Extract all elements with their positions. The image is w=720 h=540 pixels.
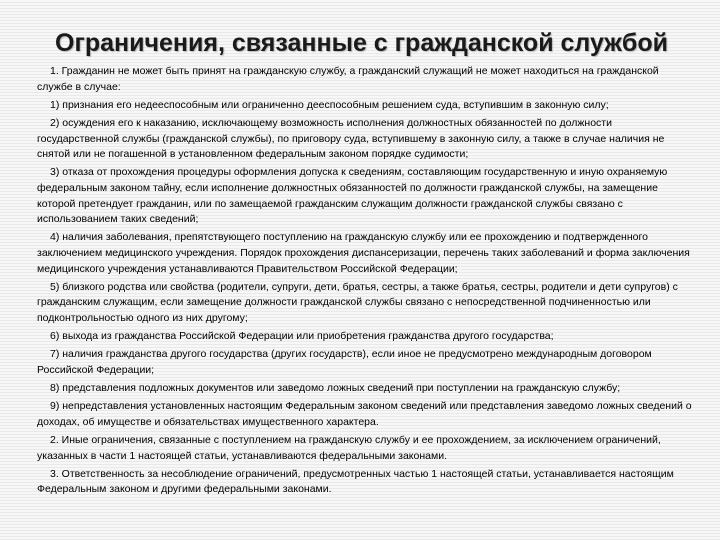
paragraph-item-5: 5) близкого родства или свойства (родители, супруги, дети, братья, сестры, а также братья, сестры, родители и дети супругов) с гражданским служащим, если замещение должности гражданской службы связано с непосредственной подчиненностью или подконтрольностью одного из них другому; [37, 280, 678, 324]
paragraph-part2: 2. Иные ограничения, связанные с поступлением на гражданскую службу и ее прохождением, за исключением ограничений, указанных в части 1 настоящей статьи, устанавливаются федеральными законами. [37, 434, 661, 462]
paragraph-part1-intro: 1. Гражданин не может быть принят на гражданскую службу, а гражданский служащий не может находиться на гражданской службе в случае: [37, 65, 659, 93]
slide-title: Ограничения, связанные с гражданской службой [55, 29, 668, 57]
paragraph-item-1: 1) признания его недееспособным или ограниченно дееспособным решением суда, вступившим в законную силу; [50, 98, 609, 111]
paragraph-item-2: 2) осуждения его к наказанию, исключающему возможность исполнения должностных обязанностей по должности государственной службы (гражданской службы), по приговору суда, вступившему в законную силу, а также в случае наличия не снятой или не погашенной в установленном федеральным законом порядке судимости; [37, 116, 665, 161]
paragraph-item-4: 4) наличия заболевания, препятствующего поступлению на гражданскую службу или ее прохождению и подтвержденного заключением медицинского учреждения. Порядок прохождения диспансеризации, перечень таких заболеваний и форма заключения медицинского учреждения устанавливаются Правительством Российской Федерации; [37, 231, 690, 275]
slide-body [37, 64, 695, 501]
paragraph-item-6: 6) выхода из гражданства Российской Федерации или приобретения гражданства другого государства; [50, 330, 554, 343]
paragraph-part3: 3. Ответственность за несоблюдение ограничений, предусмотренных частью 1 настоящей статьи, устанавливается настоящим Федеральным законом и другими федеральными законами. [37, 467, 674, 496]
paragraph-item-3: 3) отказа от прохождения процедуры оформления допуска к сведениям, составляющим государственную и иную охраняемую федеральным законом тайну, если исполнение должностных обязанностей по должности гражданской службы, на замещение которой претендует гражданин, или по замещаемой гражданским служащим должности гражданской службы связано с использованием таких сведений; [37, 166, 668, 226]
paragraph-item-7: 7) наличия гражданства другого государства (других государств), если иное не предусмотрено международным договором Российской Федерации; [37, 348, 652, 376]
paragraph-item-8: 8) представления подложных документов или заведомо ложных сведений при поступлении на гражданскую службу; [50, 382, 621, 395]
paragraph-item-9: 9) непредставления установленных настоящим Федеральным законом сведений или представления заведомо ложных сведений о доходах, об имуществе и обязательствах имущественного характера. [37, 400, 692, 428]
